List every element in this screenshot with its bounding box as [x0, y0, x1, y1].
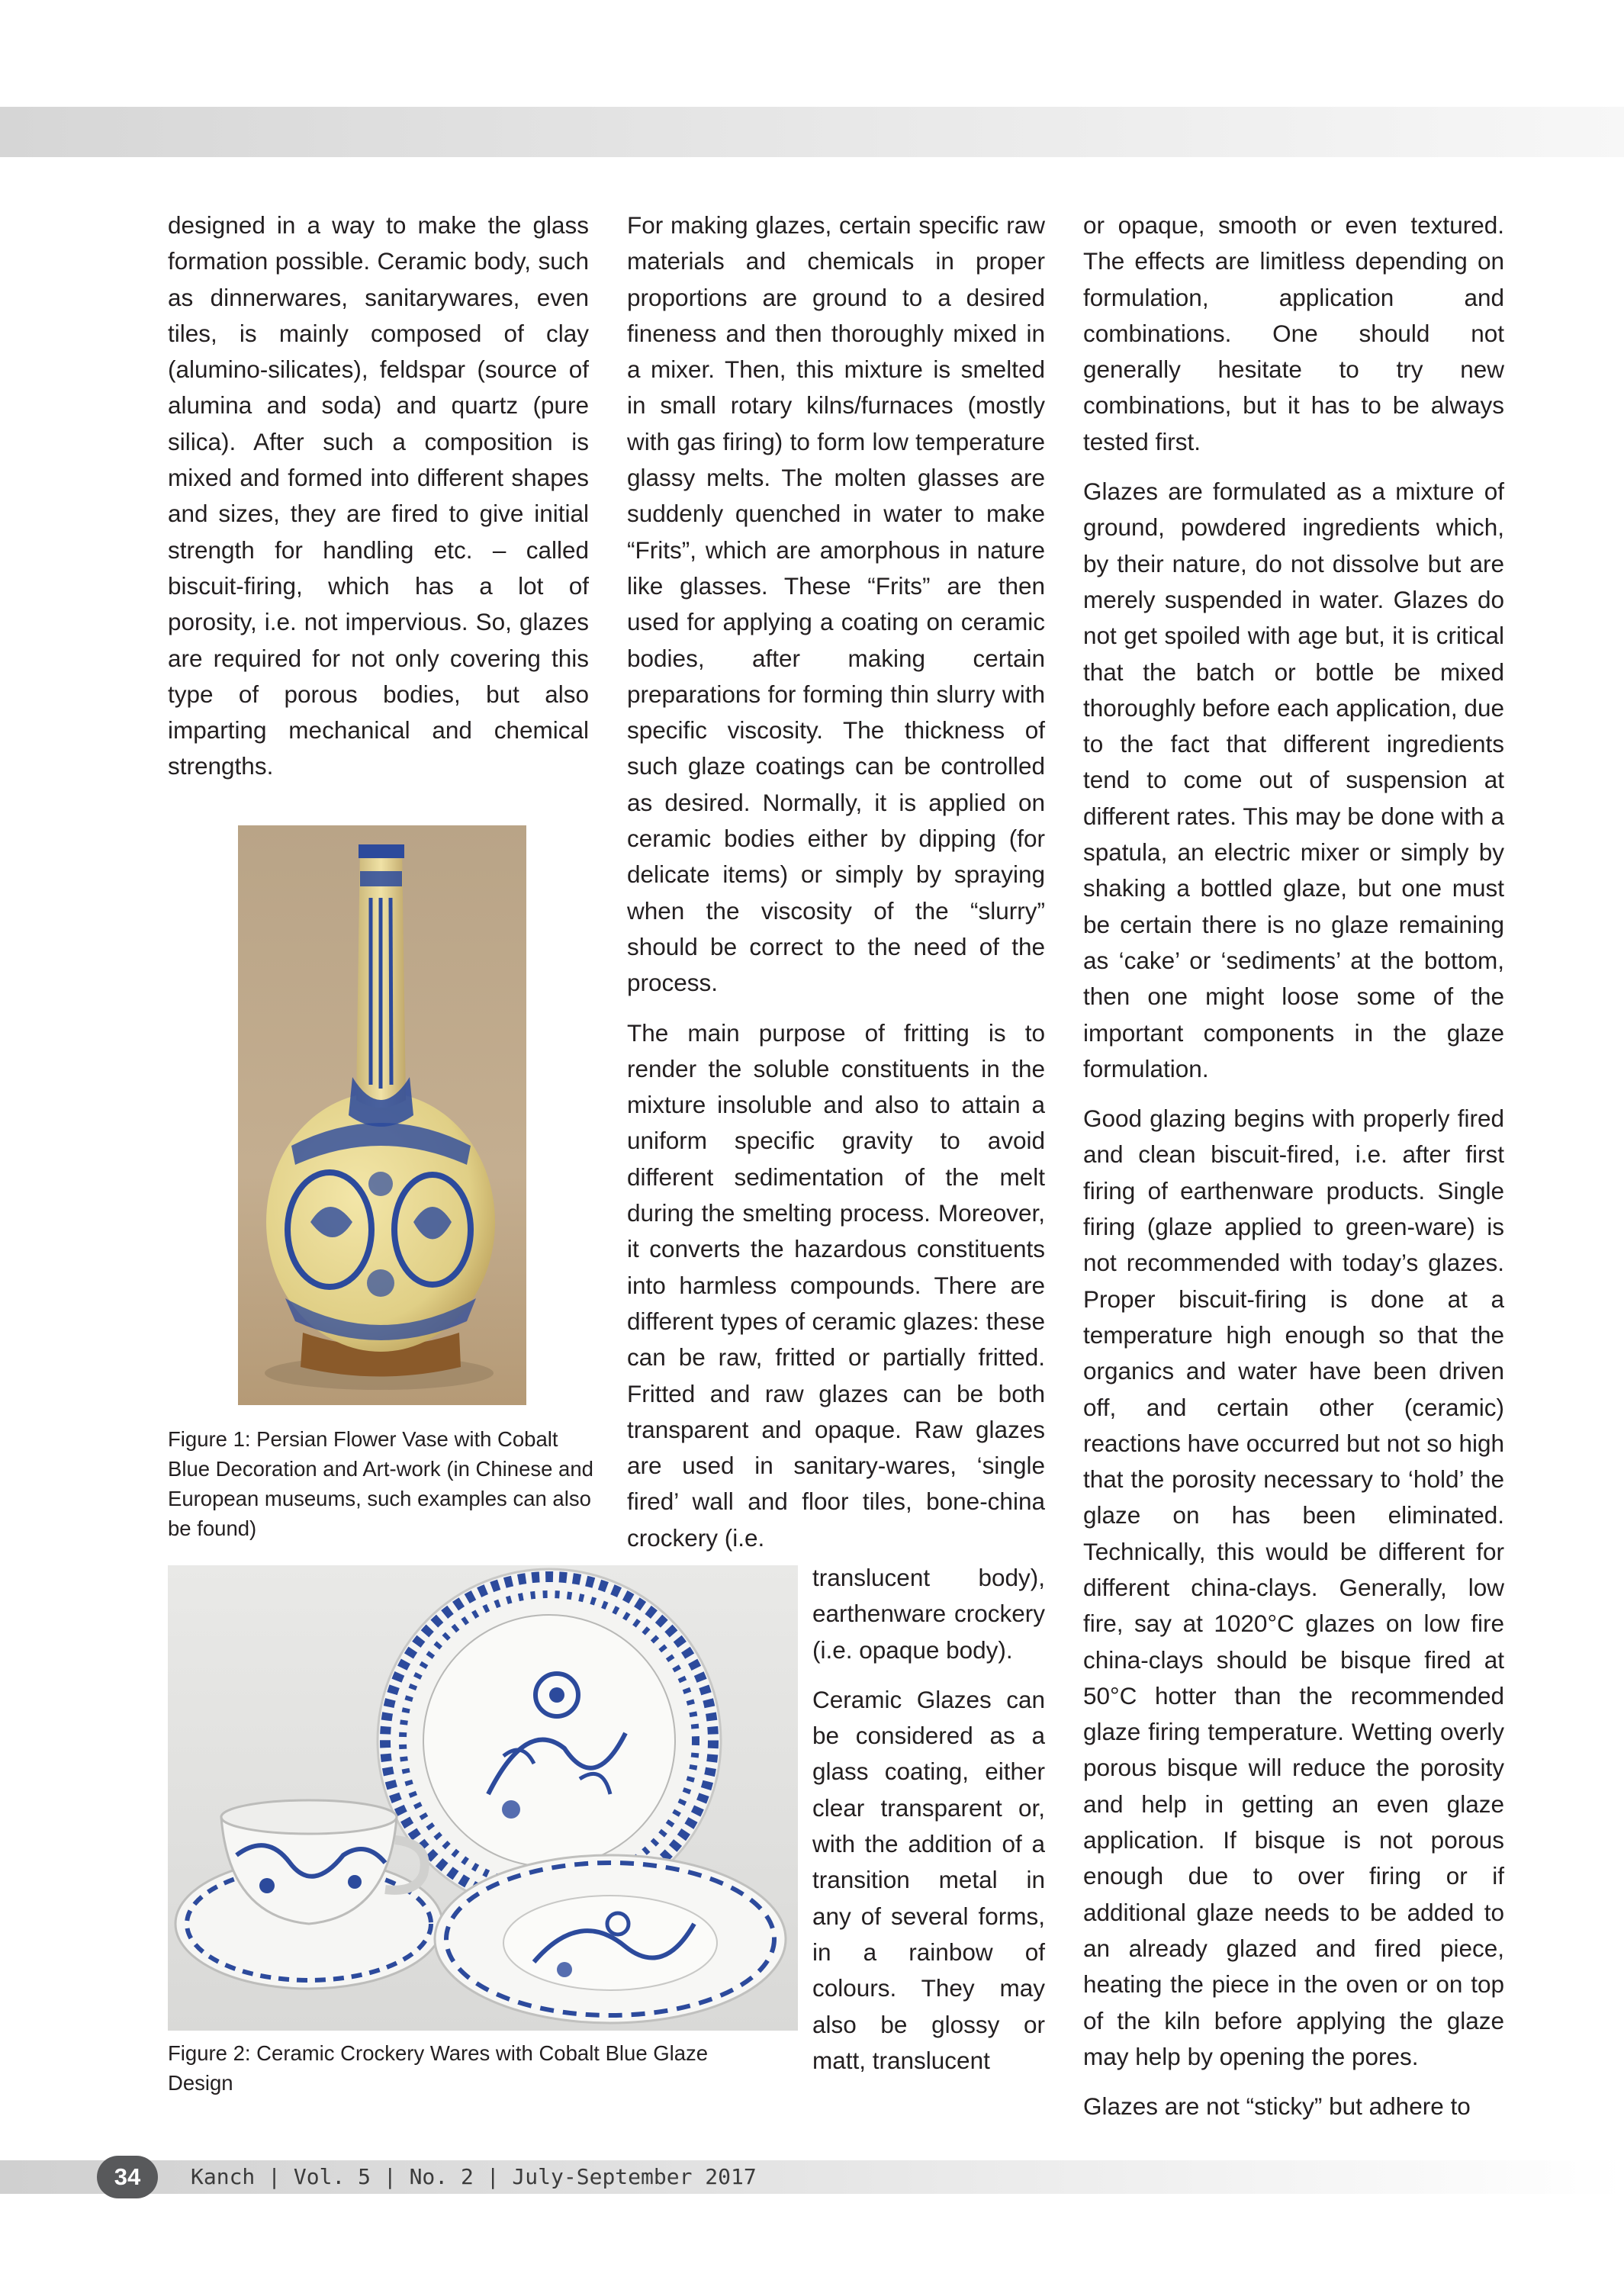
figure-1-caption: Figure 1: Persian Flower Vase with Cobalt Blue Decoration and Art-work (in Chinese and European museums, such examples can also be found) [168, 1427, 593, 1540]
paragraph: Ceramic Glazes can be considered as a glass coating, either clear transparent or, with the addition of a transition metal in any of several forms, in a rainbow of colours. They may also be glossy or matt, translucent [812, 1685, 1045, 2074]
paragraph: translucent body), earthenware crockery (i.e. opaque body). [812, 1564, 1045, 1664]
paragraph: designed in a way to make the glass formation possible. Ceramic body, such as dinnerwares, sanitarywares, even tiles, is mainly composed of clay (alumino-silicates), feldspar (source of alumina and soda) and quartz (pure silica). After such a composition is mixed and formed into different shapes and sizes, they are fired to give initial strength for handling etc. – called biscuit-firing, which has a lot of porosity, i.e. not impervious. So, glazes are required for not only covering this type of porous bodies, but also imparting mechanical and chemical strengths. [168, 211, 589, 780]
paragraph: or opaque, smooth or even textured. The effects are limitless depending on formulation, application and combinations. One should not generally hesitate to try new combinations, but it has to be always tested first. [1083, 211, 1504, 455]
header-band [0, 107, 1624, 157]
paragraph: Good glazing begins with properly fired and clean biscuit-fired, i.e. after first firing of earthenware products. Single firing (glaze applied to green-ware) is not recommended with today’s glazes. Proper biscuit-firing is done at a temperature high enough so that the organics and water have been driven off, and certain other (ceramic) reactions have occurred but not so high that the porosity necessary to ‘hold’ the glaze on has been eliminated. Technically, this would be different for different china-clays. Generally, low fire, say at 1020°C glazes on low fire china-clays should be bisque fired at 50°C hotter than the recommended glaze firing temperature. Wetting overly porous bisque will reduce the porosity and help in getting an even glaze application. If bisque is not porous enough due to over firing or if additional glaze needs to be added to an already glazed and fired piece, heating the piece in the oven or on top of the kiln before applying the glaze may help by opening the pores. [1083, 1105, 1504, 2070]
paragraph: Glazes are formulated as a mixture of ground, powdered ingredients which, by their nature, do not dissolve but are merely suspended in water. Glazes do not get spoiled with age but, it is critical that the batch or bottle be mixed thoroughly before each application, due to the fact that different ingredients tend to come out of suspension at different rates. This may be done with a spatula, an electric mixer or simply by shaking a bottled glaze, but one must be certain there is no glaze remaining as ‘cake’ or ‘sediments’ at the bottom, then one might loose some of the important components in the glaze formulation. [1083, 478, 1504, 1082]
figure-2-caption: Figure 2: Ceramic Crockery Wares with Cobalt Blue Glaze Design [168, 2041, 709, 2095]
figure-2-crockery-image [168, 1565, 798, 2031]
column-1 [168, 207, 589, 785]
page-number: 34 [97, 2156, 158, 2198]
journal-info: Kanch | Vol. 5 | No. 2 | July-September 2017 [191, 2164, 757, 2189]
column-3 [1083, 207, 1504, 2124]
paragraph: Glazes are not “sticky” but adhere to [1083, 2092, 1471, 2121]
paragraph: For making glazes, certain specific raw materials and chemicals in proper proportions are ground to a desired fineness and then thoroughly mixed in a mixer. Then, this mixture is smelted in small rotary kilns/furnaces (mostly with gas firing) to form low temperature glassy melts. The molten glasses are suddenly quenched in water to make “Frits”, which are amorphous in nature like glasses. These “Frits” are then used for applying a coating on ceramic bodies, after making certain preparations for forming thin slurry with specific viscosity. The thickness of such glaze coatings can be controlled as desired. Normally, it is applied on ceramic bodies either by dipping (for delicate items) or simply by spraying when the viscosity of the “slurry” should be correct to the need of the process. [627, 211, 1045, 997]
column-2-continued [812, 1560, 1045, 2079]
figure-1-vase-image [238, 825, 526, 1405]
paragraph: The main purpose of fritting is to render the soluble constituents in the mixture insoluble and also to attain a uniform specific gravity to avoid different sedimentation of the melt during the smelting process. Moreover, it converts the hazardous constituents into harmless compounds. There are different types of ceramic glazes: these can be raw, fritted or partially fritted. Fritted and raw glazes can be both transparent and opaque. Raw glazes are used in sanitary-wares, ‘single fired’ wall and floor tiles, bone-china crockery (i.e. [627, 1018, 1045, 1552]
column-2 [627, 207, 1045, 1556]
